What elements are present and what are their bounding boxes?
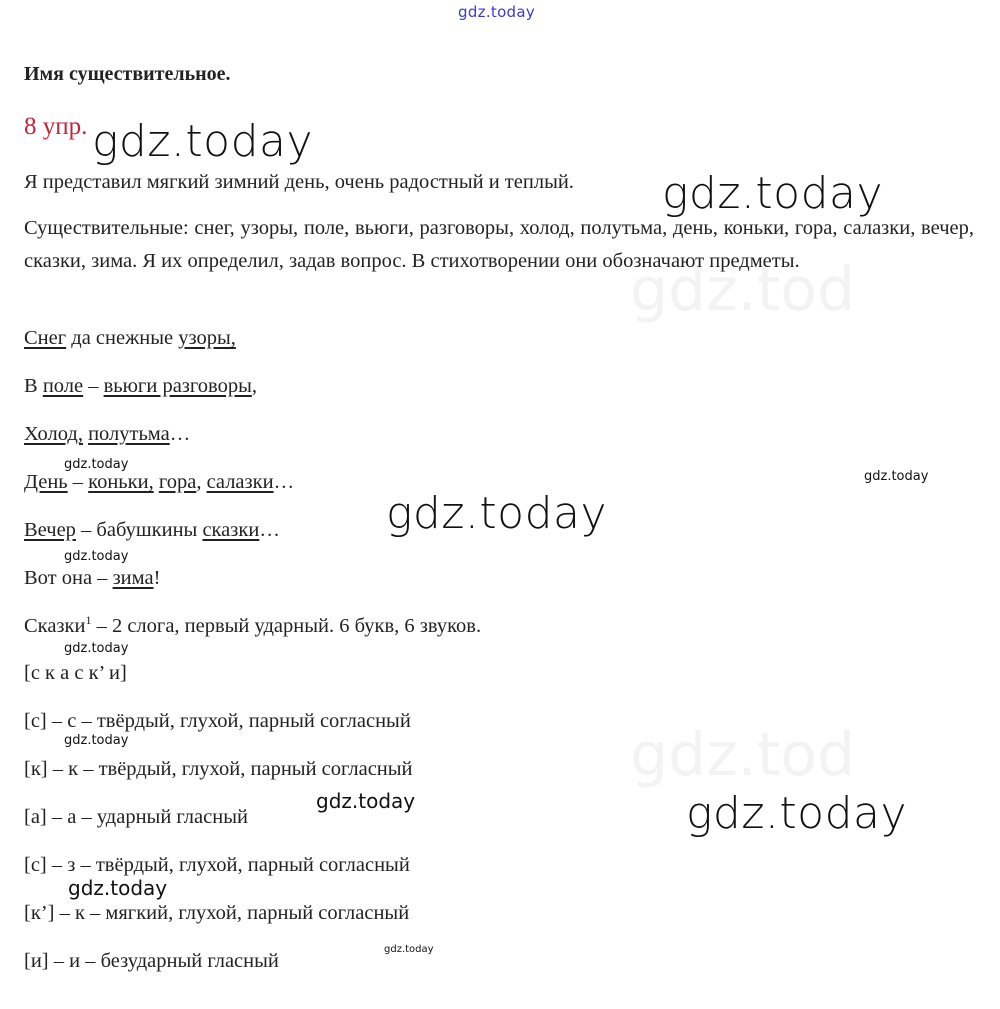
watermark: gdz.today <box>92 116 314 167</box>
poem-line-4: День – коньки, гора, салазки… <box>24 471 295 493</box>
watermark: gdz.today <box>386 488 608 539</box>
sound-line: [и] – и – безударный гласный <box>24 950 279 972</box>
watermark: gdz.today <box>864 469 929 484</box>
analysis-heading: Сказки$^1$ – 2 слога, первый ударный. 6 букв, 6 звуков. <box>24 613 482 637</box>
sound-line: [а] – а – ударный гласный <box>24 806 248 828</box>
watermark: gdz.today <box>68 876 168 900</box>
watermark: gdz.today <box>64 549 129 564</box>
poem-line-2: В поле – вьюги разговоры, <box>24 375 257 397</box>
watermark: gdz.today <box>686 788 908 839</box>
intro-text: Я представил мягкий зимний день, очень радостный и теплый. <box>24 171 574 193</box>
transcription: [с к а с к’ и] <box>24 662 127 684</box>
poem-line-1: Снег да снежные узоры, <box>24 327 236 349</box>
poem-line-6: Вот она – зима! <box>24 567 161 589</box>
watermark: gdz.today <box>316 789 416 813</box>
watermark: gdz.today <box>64 733 129 748</box>
sound-line: [к’] – к – мягкий, глухой, парный согласный <box>24 902 410 924</box>
sound-line: [с] – з – твёрдый, глухой, парный согласный <box>24 854 410 876</box>
watermark: gdz.today <box>458 3 536 21</box>
watermark: gdz.today <box>384 944 434 955</box>
sound-line: [к] – к – твёрдый, глухой, парный согласный <box>24 758 413 780</box>
poem-line-5: Вечер – бабушкины сказки… <box>24 519 280 541</box>
ghost-watermark: gdz.tod <box>630 255 856 325</box>
exercise-number: 8 упр. <box>24 113 88 140</box>
poem-line-3: Холод, полутьма… <box>24 423 191 445</box>
page-title: Имя существительное. <box>24 63 231 85</box>
watermark: gdz.today <box>662 168 884 219</box>
sound-line: [с] – с – твёрдый, глухой, парный согласный <box>24 710 411 732</box>
watermark: gdz.today <box>64 641 129 656</box>
watermark: gdz.today <box>64 457 129 472</box>
ghost-watermark: gdz.tod <box>630 720 856 790</box>
nouns-paragraph: Существительные: снег, узоры, поле, вьюги, разговоры, холод, полутьма, день, коньки, гора, салазки, вечер, сказки, зима. Я их определил, задав вопрос. В стихотворении они обозначают предметы. <box>24 217 974 272</box>
